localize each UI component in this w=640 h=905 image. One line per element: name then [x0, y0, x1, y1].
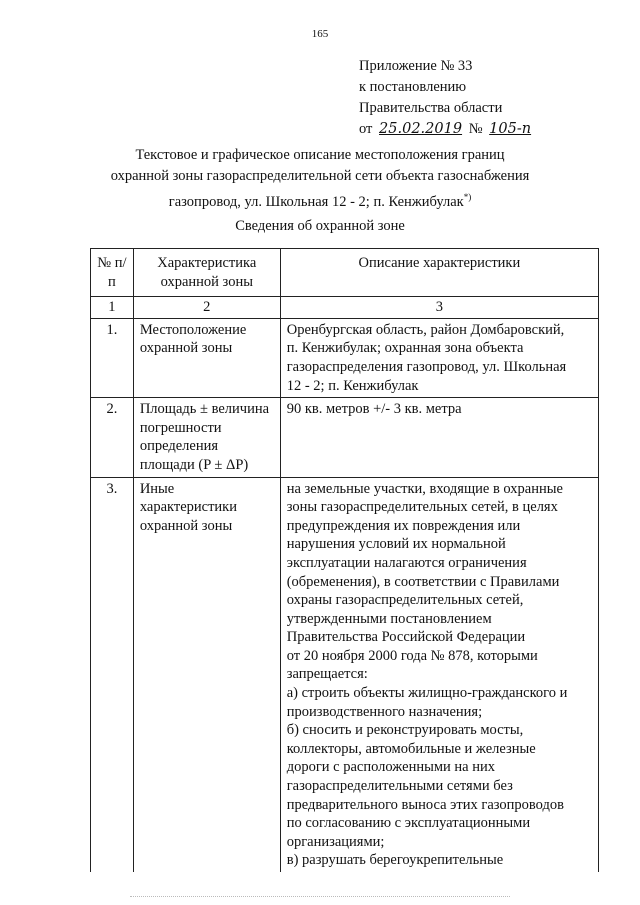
- description-line: эксплуатации налагаются ограничения: [286, 554, 527, 571]
- header-number: № п/п: [91, 249, 134, 297]
- description-line: 90 кв. метров +/- 3 кв. метра: [286, 401, 462, 418]
- description-line: а) строить объекты жилищно-гражданского и: [286, 685, 568, 702]
- description-line: по согласованию с эксплуатационными: [286, 815, 531, 832]
- description-line: утвержденными постановлением: [286, 610, 492, 627]
- table-header-row: [91, 249, 599, 297]
- title-line-1: Текстовое и графическое описание местоположения границ: [135, 147, 505, 163]
- description-line: на земельные участки, входящие в охранные: [286, 480, 563, 497]
- row-number: 1.: [91, 318, 134, 397]
- table-row: [91, 477, 599, 872]
- title-line-3-text: газопровод, ул. Школьная 12 - 2; п. Кенжибулак: [168, 193, 464, 210]
- description-line: охраны газораспределительных сетей,: [286, 592, 524, 609]
- description-line: зоны газораспределительных сетей, в целях: [286, 499, 558, 516]
- appendix-date: 25.02.2019: [379, 121, 463, 137]
- row-description: [280, 318, 598, 397]
- appendix-line-3: Правительства области: [359, 100, 503, 116]
- description-line: газораспределительными сетями без: [286, 778, 513, 795]
- page-number: 165: [311, 28, 329, 40]
- row-characteristic: Иные характеристики охранной зоны: [133, 477, 280, 872]
- column-numbers-row: [91, 297, 599, 319]
- column-number-2: 2: [133, 297, 280, 319]
- appendix-block: [359, 56, 534, 140]
- column-number-3: 3: [280, 297, 598, 319]
- description-line: 12 - 2; п. Кенжибулак: [286, 377, 419, 394]
- description-line: газораспределения газопровод, ул. Школьная: [286, 358, 567, 375]
- title-line-3: [0, 187, 640, 213]
- row-description: [280, 398, 598, 477]
- description-line: предупреждения их повреждения или: [286, 517, 521, 534]
- table-row: [91, 318, 599, 397]
- title-line-2: охранной зоны газораспределительной сети объекта газоснабжения: [110, 168, 530, 184]
- description-line: запрещается:: [286, 666, 368, 683]
- appendix-number: 105-п: [489, 121, 532, 137]
- appendix-number-sign: №: [468, 121, 483, 137]
- scan-artifact-line: [130, 896, 510, 899]
- header-description: Описание характеристики: [280, 249, 598, 297]
- description-line: Оренбургская область, район Домбаровский,: [286, 321, 565, 338]
- title-footnote-mark: *): [463, 192, 472, 202]
- row-number: 3.: [91, 477, 134, 872]
- document-title: [0, 145, 640, 213]
- description-line: (обременения), в соответствии с Правилами: [286, 573, 560, 590]
- description-line: Правительства Российской Федерации: [286, 629, 526, 646]
- description-line: п. Кенжибулак; охранная зона объекта: [286, 340, 524, 357]
- description-line: дороги с расположенными на них: [286, 759, 495, 776]
- description-line: б) сносить и реконструировать мосты,: [286, 722, 524, 739]
- appendix-line-1: Приложение № 33: [359, 58, 473, 74]
- header-characteristic: Характеристика охранной зоны: [133, 249, 280, 297]
- description-line: нарушения условий их нормальной: [286, 536, 506, 553]
- description-line: коллекторы, автомобильные и железные: [286, 740, 536, 757]
- description-line: предварительного выноса этих газопроводов: [286, 796, 564, 813]
- column-number-1: 1: [91, 297, 134, 319]
- row-characteristic: Местоположение охранной зоны: [133, 318, 280, 397]
- description-line: в) разрушать берегоукрепительные: [286, 852, 504, 869]
- row-description: [280, 477, 598, 872]
- row-characteristic: Площадь ± величина погрешности определения площади (P ± ΔP): [133, 398, 280, 477]
- protection-zone-table: [90, 248, 599, 872]
- appendix-date-line: [359, 119, 534, 140]
- table-row: [91, 398, 599, 477]
- appendix-date-prefix: от: [359, 121, 373, 137]
- row-number: 2.: [91, 398, 134, 477]
- section-title: Сведения об охранной зоне: [235, 218, 405, 234]
- appendix-line-2: к постановлению: [359, 79, 467, 95]
- description-line: организациями;: [286, 833, 385, 850]
- description-line: производственного назначения;: [286, 703, 483, 720]
- description-line: от 20 ноября 2000 года № 878, которыми: [286, 647, 538, 664]
